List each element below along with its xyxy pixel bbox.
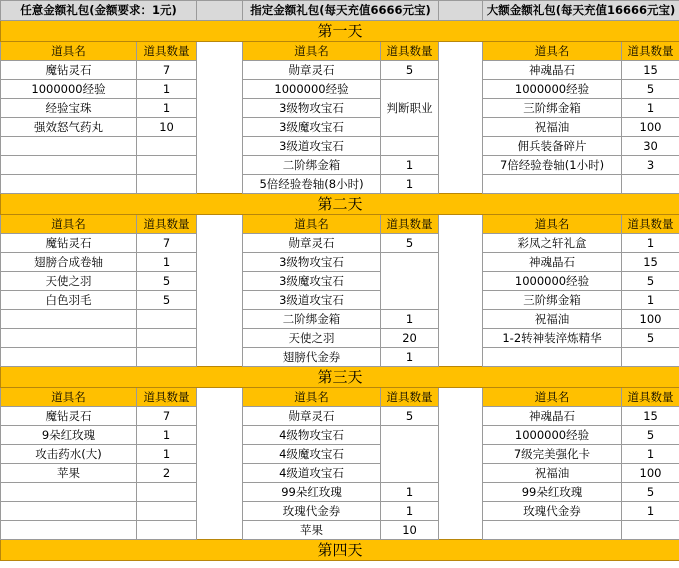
item-name: 经验宝珠 [1,99,137,118]
day-title-row [1,540,679,561]
column-item-name: 道具名 [483,215,622,234]
item-name: 二阶绑金箱 [243,156,381,175]
item-qty: 20 [381,329,439,348]
item-name: 1000000经验 [483,272,622,291]
item-qty: 5 [622,80,679,99]
item-qty: 10 [137,118,197,137]
item-qty: 1 [622,502,679,521]
table-row [1,291,679,310]
item-name: 3级魔攻宝石 [243,272,381,291]
table-row [1,234,679,253]
item-qty: 1 [381,348,439,367]
item-qty: 15 [622,61,679,80]
item-name: 4级物攻宝石 [243,426,381,445]
item-qty [137,329,197,348]
item-qty: 5 [622,329,679,348]
item-name: 7倍经验卷轴(1小时) [483,156,622,175]
item-name: 天使之羽 [1,272,137,291]
item-name [1,329,137,348]
item-name: 神魂晶石 [483,253,622,272]
day-title-row [1,21,679,42]
item-qty [137,175,197,194]
item-name: 1000000经验 [483,426,622,445]
item-qty: 7 [137,407,197,426]
column-item-name: 道具名 [243,42,381,61]
item-name: 祝福油 [483,310,622,329]
column-header-row [1,215,679,234]
header-large-amount: 大额金额礼包(每天充值16666元宝) [483,1,679,21]
item-name: 祝福油 [483,118,622,137]
column-item-name: 道具名 [243,215,381,234]
item-name [1,483,137,502]
header-any-amount: 任意金额礼包(金额要求：1元) [1,1,197,21]
item-name: 苹果 [1,464,137,483]
column-header-row [1,388,679,407]
day-title-row [1,194,679,215]
item-qty: 5 [381,234,439,253]
item-name: 翅膀代金券 [243,348,381,367]
item-name: 勋章灵石 [243,407,381,426]
item-name [1,175,137,194]
item-qty: 5 [381,407,439,426]
item-name [483,348,622,367]
item-name [483,175,622,194]
item-qty [137,137,197,156]
item-name: 祝福油 [483,464,622,483]
item-qty [137,310,197,329]
day-title: 第四天 [1,540,679,561]
day-title: 第三天 [1,367,679,388]
item-name [1,156,137,175]
item-qty: 5 [622,483,679,502]
item-name: 3级物攻宝石 [243,99,381,118]
item-name: 三阶绑金箱 [483,99,622,118]
column-item-name: 道具名 [1,42,137,61]
item-qty [381,253,439,310]
column-header-row [1,42,679,61]
item-qty: 1 [381,483,439,502]
column-item-qty: 道具数量 [137,388,197,407]
item-name: 强效怒气药丸 [1,118,137,137]
item-name: 勋章灵石 [243,234,381,253]
item-name: 7级完美强化卡 [483,445,622,464]
table-row [1,80,679,99]
table-row [1,407,679,426]
item-qty: 3 [622,156,679,175]
item-name: 苹果 [243,521,381,540]
column-item-qty: 道具数量 [137,42,197,61]
item-qty: 1 [137,253,197,272]
item-qty: 1 [381,502,439,521]
item-qty: 5 [137,291,197,310]
item-name: 3级道攻宝石 [243,137,381,156]
item-qty: 2 [137,464,197,483]
item-qty: 1 [381,175,439,194]
item-name: 1-2转神装淬炼精华 [483,329,622,348]
table-row [1,502,679,521]
table-row [1,348,679,367]
item-name: 3级道攻宝石 [243,291,381,310]
column-item-qty: 道具数量 [381,388,439,407]
item-name: 3级物攻宝石 [243,253,381,272]
item-name: 1000000经验 [1,80,137,99]
item-qty [381,426,439,483]
table-row [1,99,679,118]
item-name: 二阶绑金箱 [243,310,381,329]
day-title: 第二天 [1,194,679,215]
item-qty [137,502,197,521]
column-item-name: 道具名 [1,215,137,234]
table-row [1,137,679,156]
item-qty: 100 [622,118,679,137]
item-qty: 30 [622,137,679,156]
table-row [1,329,679,348]
item-qty: 判断职业 [381,80,439,137]
column-item-qty: 道具数量 [622,42,679,61]
item-name: 1000000经验 [483,80,622,99]
item-qty: 5 [622,426,679,445]
item-name [1,348,137,367]
column-item-qty: 道具数量 [622,215,679,234]
item-qty: 7 [137,61,197,80]
table-row [1,156,679,175]
table-row [1,310,679,329]
item-name: 攻击药水(大) [1,445,137,464]
item-name: 勋章灵石 [243,61,381,80]
header-specified-amount: 指定金额礼包(每天充值6666元宝) [243,1,439,21]
item-name: 佣兵装备碎片 [483,137,622,156]
item-name: 三阶绑金箱 [483,291,622,310]
table-row [1,175,679,194]
item-name: 翅膀合成卷轴 [1,253,137,272]
item-qty: 1 [381,310,439,329]
item-name [1,310,137,329]
item-name: 神魂晶石 [483,407,622,426]
item-qty [137,348,197,367]
item-qty: 7 [137,234,197,253]
item-name: 天使之羽 [243,329,381,348]
table-row [1,61,679,80]
item-name: 9朵红玫瑰 [1,426,137,445]
item-qty: 100 [622,310,679,329]
item-qty [622,175,679,194]
item-name [1,137,137,156]
item-qty: 1 [381,156,439,175]
item-name: 3级魔攻宝石 [243,118,381,137]
item-qty [622,521,679,540]
column-item-name: 道具名 [483,388,622,407]
item-qty: 1 [622,99,679,118]
table-row [1,464,679,483]
item-qty: 100 [622,464,679,483]
column-item-qty: 道具数量 [381,42,439,61]
column-item-qty: 道具数量 [137,215,197,234]
item-name: 白色羽毛 [1,291,137,310]
column-item-qty: 道具数量 [622,388,679,407]
item-qty: 5 [381,61,439,80]
item-qty: 1 [622,291,679,310]
item-name: 99朵红玫瑰 [483,483,622,502]
item-qty [381,137,439,156]
item-name [1,502,137,521]
day-title: 第一天 [1,21,679,42]
item-qty: 1 [137,80,197,99]
item-name: 魔钻灵石 [1,61,137,80]
item-qty: 1 [137,445,197,464]
day-title-row [1,367,679,388]
column-item-name: 道具名 [1,388,137,407]
table-row [1,253,679,272]
item-qty: 1 [622,234,679,253]
item-name: 玫瑰代金券 [243,502,381,521]
item-qty: 5 [622,272,679,291]
item-qty: 5 [137,272,197,291]
item-qty [137,521,197,540]
table-row [1,483,679,502]
item-qty: 1 [137,426,197,445]
item-name: 魔钻灵石 [1,407,137,426]
table-row [1,521,679,540]
item-qty [137,156,197,175]
item-name: 99朵红玫瑰 [243,483,381,502]
item-name: 彩凤之轩礼盒 [483,234,622,253]
header-row [1,1,679,21]
column-item-qty: 道具数量 [381,215,439,234]
item-qty: 15 [622,253,679,272]
item-name: 魔钻灵石 [1,234,137,253]
item-name: 4级道攻宝石 [243,464,381,483]
item-name: 4级魔攻宝石 [243,445,381,464]
item-qty: 1 [622,445,679,464]
item-name: 玫瑰代金券 [483,502,622,521]
item-qty [622,348,679,367]
table-row [1,272,679,291]
item-qty: 10 [381,521,439,540]
item-qty: 15 [622,407,679,426]
table-row [1,445,679,464]
item-name [1,521,137,540]
item-qty: 1 [137,99,197,118]
column-item-name: 道具名 [483,42,622,61]
item-name [483,521,622,540]
item-name: 5倍经验卷轴(8小时) [243,175,381,194]
item-name: 神魂晶石 [483,61,622,80]
table-row [1,426,679,445]
item-name: 1000000经验 [243,80,381,99]
item-qty [137,483,197,502]
column-item-name: 道具名 [243,388,381,407]
table-row [1,118,679,137]
